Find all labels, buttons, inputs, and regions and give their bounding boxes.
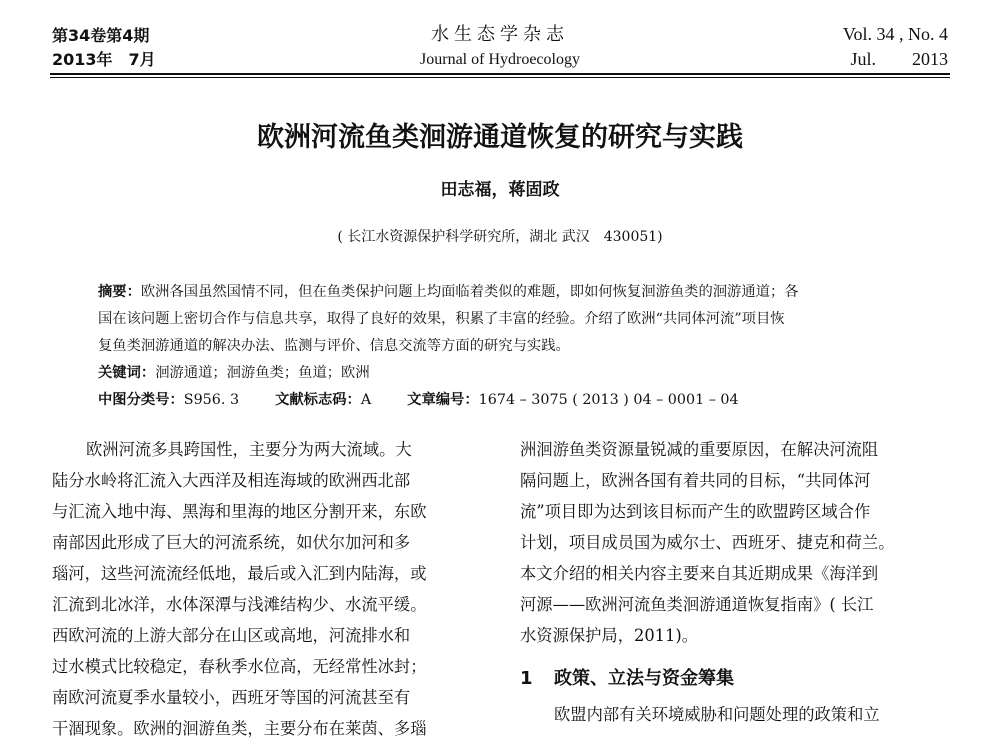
article-number: 1674 – 3075 ( 2013 ) 04 – 0001 – 04 [478,392,739,408]
volume-number: Vol. 34 , No. 4 [842,24,948,44]
body-text-line: 本文介绍的相关内容主要来自其近期成果《海洋到 [520,564,879,583]
body-text-line: 瑙河，这些河流流经低地，最后或入汇到内陆海，或 [52,564,427,583]
body-text-line: 洲洄游鱼类资源量锐减的重要原因，在解决河流阻 [520,440,879,459]
body-text-line: 陆分水岭将汇流入大西洋及相连海域的欧洲西北部 [52,471,411,490]
journal-name-en: Journal of Hydroecology [420,51,580,68]
issue-info [52,24,272,72]
body-text-line: 过水模式比较稳定，春秋季水位高，无经常性冰封； [52,657,427,676]
body-text-line: 欧盟内部有关环境威胁和问题处理的政策和立 [554,705,880,724]
body-text-line: 欧洲河流多具跨国性，主要分为两大流域。大 [86,440,412,459]
body-text-line: 干涸现象。欧洲的洄游鱼类，主要分布在莱茵、多瑙 [52,719,427,738]
body-text-line: 计划，项目成员国为威尔士、西班牙、捷克和荷兰。 [520,533,895,552]
body-text-line: 河源——欧洲河流鱼类洄游通道恢复指南》( 长江 [520,595,874,614]
issue-date-en: Jul. 2013 [850,49,948,69]
body-column-right [520,434,944,730]
author-affiliation: ( 长江水资源保护科学研究所，湖北 武汉 430051) [337,229,663,245]
body-text-line: 西欧河流的上游大部分在山区或高地，河流排水和 [52,626,411,645]
section-number: 1 [520,668,533,689]
issue-number: 第34卷第4期 [52,26,150,45]
document-code: A [360,392,372,408]
abstract-line: 国在该问题上密切合作与信息共享，取得了良好的效果，积累了丰富的经验。介绍了欧洲“共同体河流”项目恢 [98,311,785,327]
body-text-line: 与汇流入地中海、黑海和里海的地区分割开来，东欧 [52,502,427,521]
abstract-line [98,279,908,306]
body-text-line: 南欧河流夏季水量较小，西班牙等国的河流甚至有 [52,688,411,707]
body-text-line: 汇流到北冰洋，水体深潭与浅滩结构少、水流平缓。 [52,595,427,614]
journal-name [350,22,650,72]
clc-label: 中图分类号： [98,392,184,408]
keywords-line [98,360,908,387]
body-text-line: 流”项目即为达到该目标而产生的欧盟跨区域合作 [520,502,871,521]
keywords: 洄游通道；洄游鱼类；鱼道；欧洲 [155,365,370,381]
abstract-text: 欧洲各国虽然国情不同，但在鱼类保护问题上均面临着类似的难题，即如何恢复洄游鱼类的洄游通道；各 [140,284,799,300]
header-rule-thick [50,73,950,75]
article-title: 欧洲河流鱼类洄游通道恢复的研究与实践 [257,122,743,153]
classification-line [98,387,908,414]
body-text-line: 水资源保护局，2011)。 [520,626,699,645]
article-number-label: 文章编号： [407,392,479,408]
document-code-label: 文献标志码： [275,392,361,408]
body-column-left [52,434,476,744]
clc-number: S956. 3 [183,392,240,408]
header-rule-thin [50,77,950,78]
body-text-line: 南部因此形成了巨大的河流系统，如伏尔加河和多 [52,533,411,552]
keywords-label: 关键词： [98,365,156,381]
abstract-block [98,279,908,414]
abstract-line: 复鱼类洄游通道的解决办法、监测与评价、信息交流等方面的研究与实践。 [98,338,570,354]
issue-info-en [728,22,948,72]
body-text-line: 隔问题上，欧洲各国有着共同的目标，“共同体河 [520,471,871,490]
section-heading [520,659,944,699]
journal-name-cn: 水生态学杂志 [431,24,569,45]
issue-date: 2013年 7月 [52,50,156,69]
article-authors: 田志福，蒋固政 [440,180,560,200]
section-title: 政策、立法与资金筹集 [554,668,734,689]
abstract-label: 摘要： [98,284,141,300]
